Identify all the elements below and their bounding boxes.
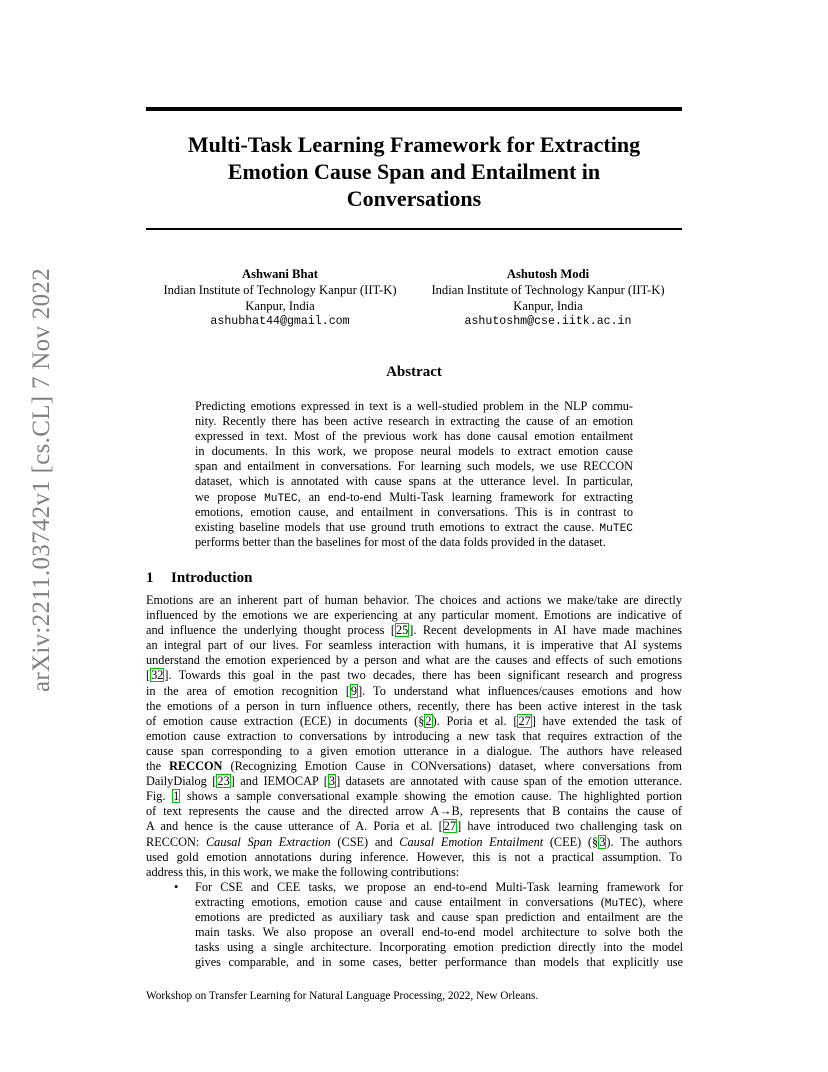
section-link: 2 [425,713,432,728]
body-line: an integral part of our lives. For seamless interaction with humans, it is imperative that AI systems [146,638,682,653]
abstract-line: emotions, emotion cause, and entailment in conversations. This is in contrast to [195,504,633,519]
abstract-line: performs better than the baselines for most of the data folds provided in the dataset. [195,534,606,549]
abstract-line: we propose MuTEC, an end-to-end Multi-Task learning framework for extracting [195,489,634,505]
bullet-line: For CSE and CEE tasks, we propose an end-to-end Multi-Task learning framework for [195,880,683,894]
citation-link: 27 [518,713,531,728]
body-line[interactable]: DailyDialog [23] and IEMOCAP [3] datasets are annotated with cause span of the emotion utterance. [146,774,682,789]
contribution-bullet-text [195,880,683,971]
section-number: 1 [146,570,154,586]
footer-venue: Workshop on Transfer Learning for Natural Language Processing, 2022, New Orleans. [146,990,539,1002]
title-line: Multi-Task Learning Framework for Extracting [187,132,641,157]
body-line: used gold emotion annotations during inference. However, this is not a practical assumption. To [146,849,682,864]
body-line[interactable]: [32]. Towards this goal in the past two decades, there has been significant research and progress [146,668,682,683]
body-line[interactable]: A and hence is the cause utterance of A. Poria et al. [27] have introduced two challenging task on [146,819,682,834]
author-name: Ashwani Bhat [242,267,318,281]
bullet-dot: • [174,880,179,894]
body-line: emotion cause extraction to conversations by introducing a new task that requires extraction of the [146,728,682,743]
abstract-line: span and entailment in conversations. For learning such models, we use RECCON [195,459,633,474]
author-affiliation: Indian Institute of Technology Kanpur (IIT-K) [431,283,665,297]
body-line: Emotions are an inherent part of human behavior. The choices and actions we make/take are directly [146,593,682,607]
body-line: the RECCON (Recognizing Emotion Cause in CONversations) dataset, where conversations from [146,759,682,774]
body-line: cause span corresponding to a given emotion utterance in a dialogue. The authors have released [146,743,682,758]
abstract-line: in documents. In this work, we propose neural models to extract emotion cause [195,444,633,459]
bullet-line: gives comparable, and in some cases, better performance than models that explicitly use [195,955,683,970]
abstract-line: Predicting emotions expressed in text is a well-studied problem in the NLP commu- [195,399,633,413]
title-top-rule [146,107,682,111]
citation-link: 27 [443,819,457,834]
title-bottom-rule [146,228,682,230]
author-affiliation: Indian Institute of Technology Kanpur (IIT-K) [163,283,397,297]
body-line: understand the emotion experienced by a person and what are the causes and effects of such emotions [146,653,682,668]
body-line: of text represents the cause and the directed arrow A→B, represents that B contains the cause of [146,804,682,819]
body-line[interactable]: and influence the underlying thought process [25]. Recent developments in AI have made machines [146,623,682,638]
model-name: MuTEC [604,898,639,911]
model-name: MuTEC [599,522,633,535]
body-line[interactable]: RECCON: Causal Span Extraction (CSE) and Causal Emotion Entailment (CEE) (§3). The authors [146,834,682,849]
citation-link: 3 [328,774,336,789]
bullet-line: extracting emotions, emotion cause and cause entailment in conversations (MuTEC), where [195,895,683,911]
author-block-1 [145,266,415,330]
abstract-line: expressed in text. Most of the previous work has done causal emotion entailment [195,429,633,444]
citation-link: 25 [395,623,409,638]
author-location: Kanpur, India [245,299,315,313]
abstract-heading: Abstract [386,364,442,380]
paper-title [146,131,682,212]
introduction-body [146,593,682,880]
body-line: address this, in this work, we make the following contributions: [146,864,460,879]
body-line[interactable]: Fig. 1 shows a sample conversational example showing the emotion cause. The highlighted portion [146,789,682,804]
title-line: Emotion Cause Span and Entailment in [227,159,601,184]
author-location: Kanpur, India [513,299,583,313]
citation-link: 23 [217,774,230,789]
author-name: Ashutosh Modi [506,267,590,281]
citation-link: 32 [151,668,164,683]
abstract-body [195,399,633,550]
body-line[interactable]: of emotion cause extraction (ECE) in documents (§2). Poria et al. [27] have extended the task of [146,713,683,728]
body-line[interactable]: in the area of emotion recognition [9]. To understand what influences/causes emotions and how [146,683,682,698]
abstract-line: dataset, which is annotated with cause spans at the utterance level. In particular, [195,474,633,489]
arxiv-sidebar-identifier [20,267,64,693]
author-block-2 [413,266,683,330]
author-email: ashutoshm@cse.iitk.ac.in [464,315,632,328]
bullet-line: main tasks. We also propose an overall end-to-end model architecture to solve both the [195,925,683,940]
arxiv-id-text: arXiv:2211.03742v1 [cs.CL] 7 Nov 2022 [28,267,55,693]
section-title: Introduction [171,570,253,586]
citation-link: 9 [350,683,358,698]
section-link: 3 [599,834,606,849]
figure-link: 1 [173,789,180,804]
bullet-line: emotions are predicted as auxiliary task and cause span prediction and entailment are the [195,910,683,925]
abstract-line: existing baseline models that use ground truth emotions to extract the cause. MuTEC [195,519,633,535]
body-line: the emotions of a person in turn influence others, recently, there has been active interest in the task [146,698,682,713]
section-heading-introduction [146,570,252,587]
abstract-line: nity. Recently there has been active research in extracting the cause of an emotion [195,414,633,429]
title-line: Conversations [346,186,482,211]
author-email: ashubhat44@gmail.com [210,315,350,328]
body-line: influenced by the emotions we are experiencing at any particular moment. Emotions are indicative of [146,608,682,623]
model-name: MuTEC [264,492,298,505]
dataset-name: RECCON [169,759,223,774]
bullet-line: tasks using a single architecture. Incorporating emotion prediction directly into the model [195,940,683,955]
